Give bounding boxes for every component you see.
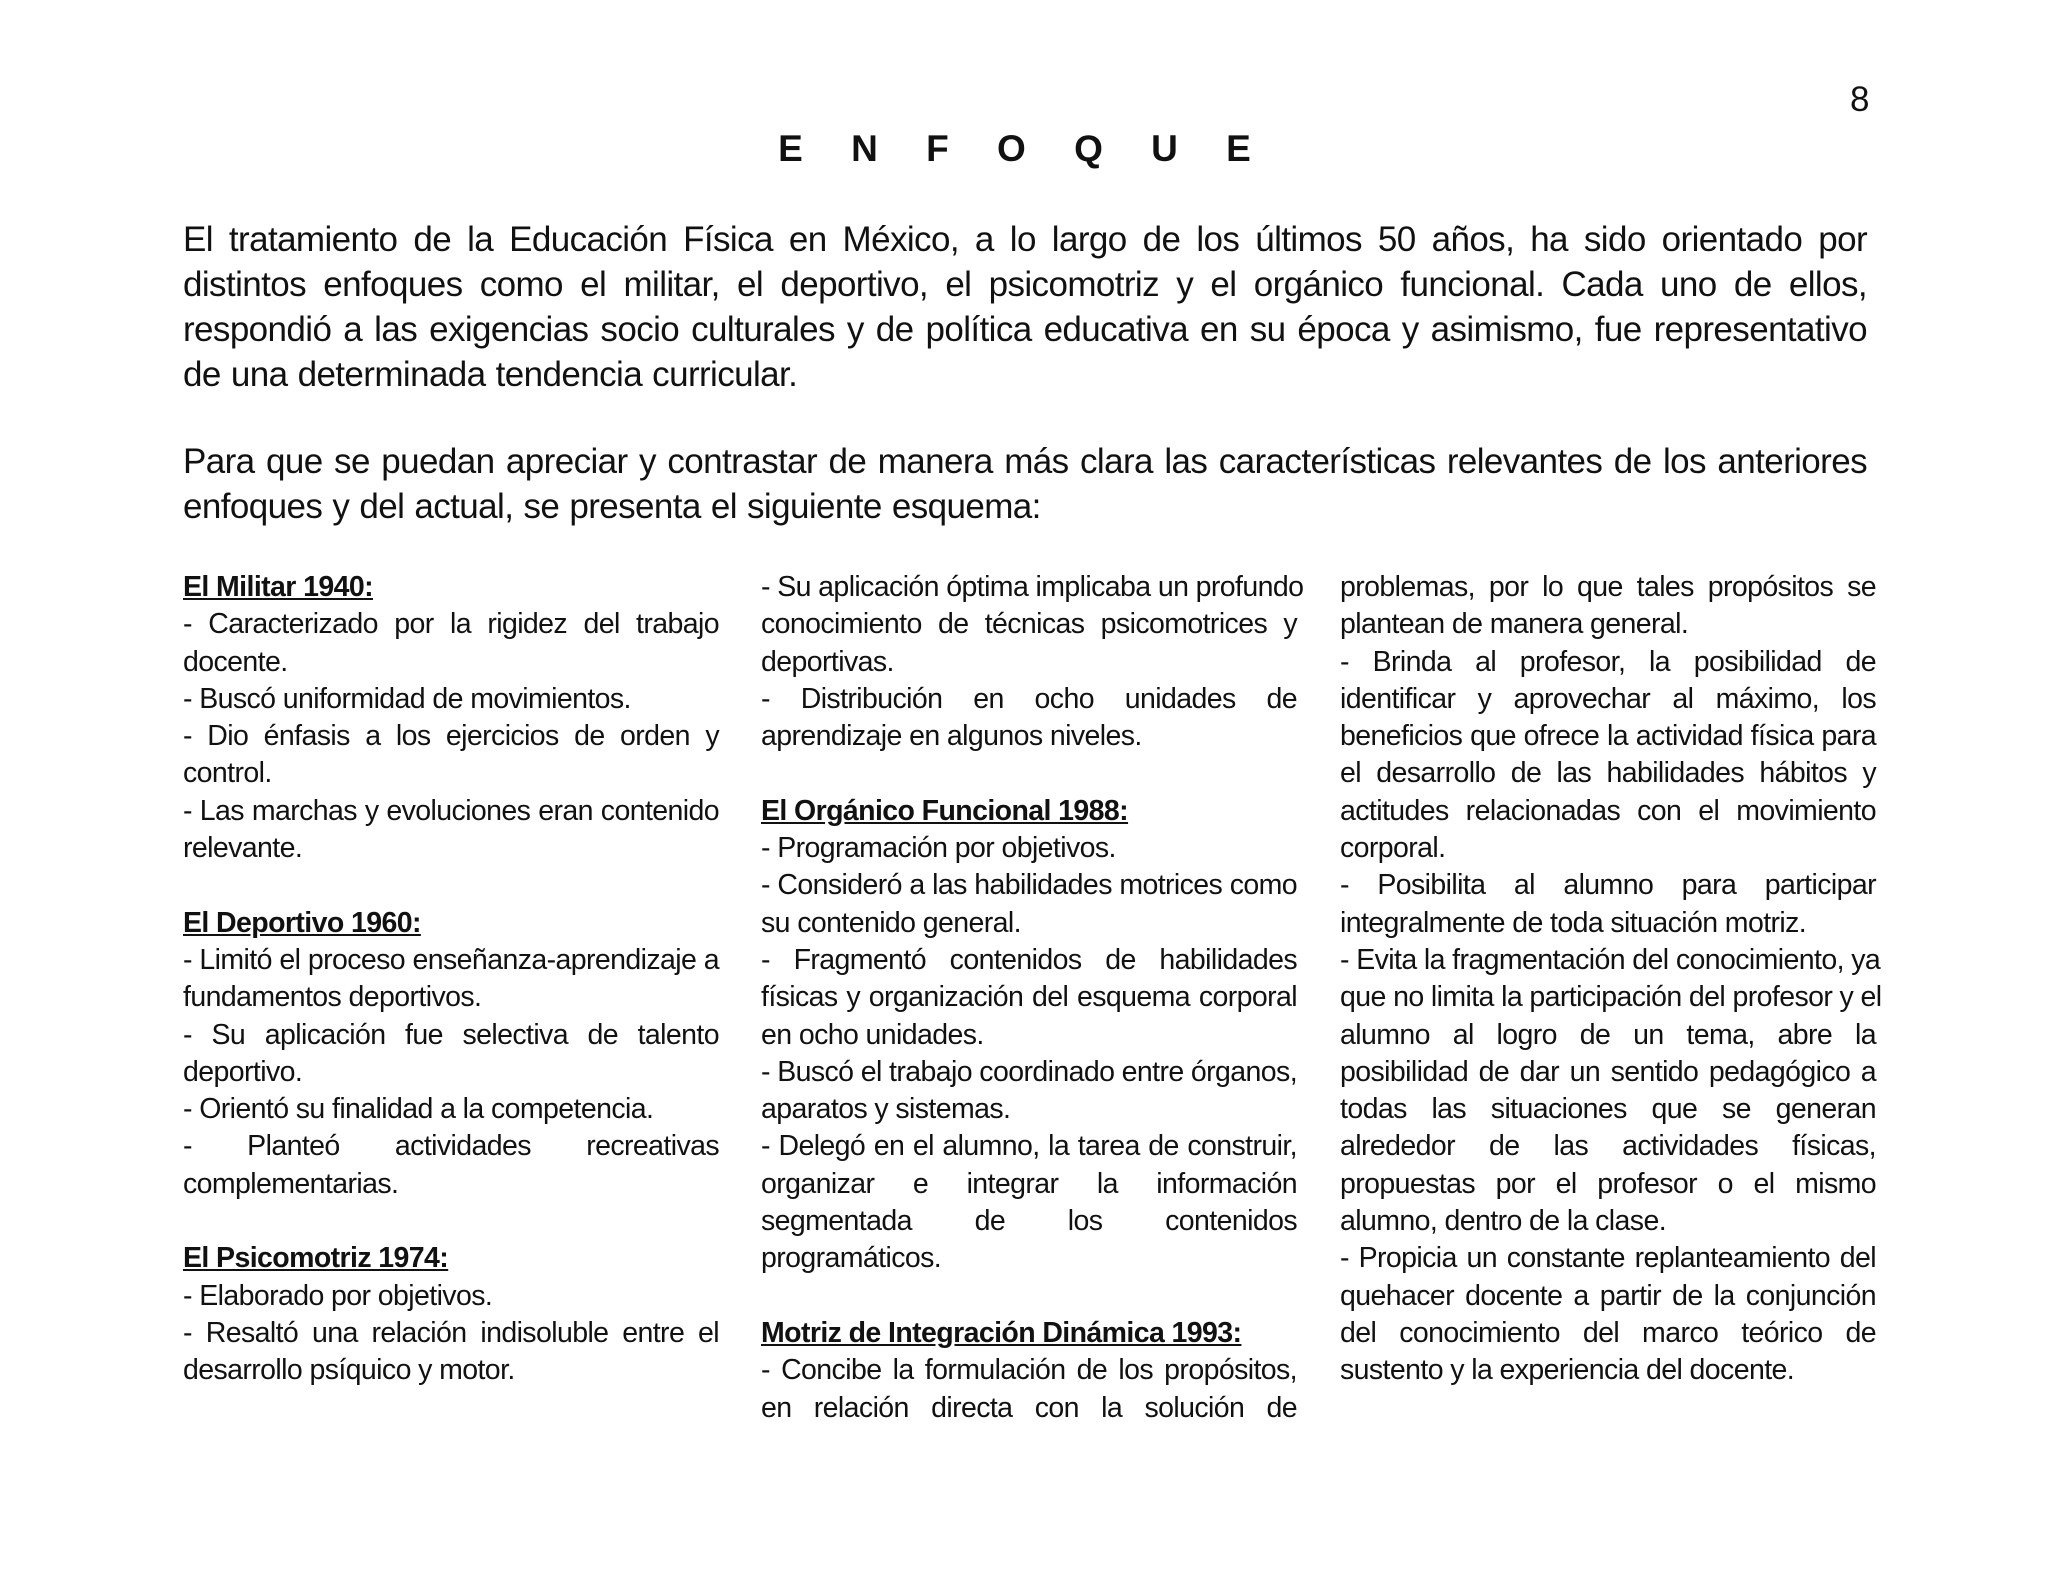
text-line: - Concibe la formulación de los propósitos, bbox=[761, 1354, 1297, 1387]
text-line: beneficios que ofrece la actividad física para bbox=[1340, 720, 1876, 753]
text-line: físicas y organización del esquema corporal bbox=[761, 981, 1297, 1014]
text-line: - Planteó actividades recreativas bbox=[183, 1130, 719, 1163]
section-heading: El Orgánico Funcional 1988: bbox=[761, 794, 1129, 827]
text-line: del conocimiento del marco teórico de bbox=[1340, 1316, 1876, 1349]
spacer bbox=[183, 1203, 719, 1240]
text-line: todas las situaciones que se generan bbox=[1340, 1093, 1876, 1126]
text-line: actitudes relacionadas con el movimiento bbox=[1340, 794, 1876, 827]
text-line: segmentada de los contenidos bbox=[761, 1205, 1297, 1238]
text-line: aparatos y sistemas. bbox=[761, 1093, 1011, 1126]
section-heading: El Psicomotriz 1974: bbox=[183, 1242, 449, 1275]
text-line: conocimiento de técnicas psicomotrices y bbox=[761, 608, 1297, 641]
text-line: alrededor de las actividades físicas, bbox=[1340, 1130, 1876, 1163]
text-line: programáticos. bbox=[761, 1242, 942, 1275]
text-line: - Buscó el trabajo coordinado entre órganos, bbox=[761, 1055, 1298, 1088]
section-heading: El Deportivo 1960: bbox=[183, 906, 421, 939]
spacer bbox=[761, 755, 1297, 792]
text-line: - Resaltó una relación indisoluble entre el bbox=[183, 1316, 719, 1349]
text-line: problemas, por lo que tales propósitos se bbox=[1340, 571, 1876, 603]
text-line: corporal. bbox=[1340, 832, 1446, 865]
text-line: plantean de manera general. bbox=[1340, 608, 1689, 641]
text-line: - Propicia un constante replanteamiento del bbox=[1340, 1242, 1876, 1275]
text-line: - Su aplicación óptima implicaba un profundo bbox=[761, 571, 1304, 603]
text-line: aprendizaje en algunos niveles. bbox=[761, 720, 1142, 753]
text-line: - Su aplicación fue selectiva de talento bbox=[183, 1018, 719, 1051]
text-line: en ocho unidades. bbox=[761, 1018, 984, 1051]
page-title: E N F O Q U E bbox=[778, 128, 1270, 169]
text-line: relevante. bbox=[183, 832, 303, 865]
text-line: - Programación por objetivos. bbox=[761, 832, 1116, 865]
text-line: identificar y aprovechar al máximo, los bbox=[1340, 682, 1876, 715]
text-line: - Distribución en ocho unidades de bbox=[761, 682, 1297, 715]
text-line: docente. bbox=[183, 645, 288, 678]
text-line: alumno al logro de un tema, abre la bbox=[1340, 1018, 1876, 1051]
text-line: - Caracterizado por la rigidez del trabajo bbox=[183, 608, 719, 641]
page-number: 8 bbox=[1850, 80, 1870, 119]
text-line: posibilidad de dar un sentido pedagógico a bbox=[1340, 1055, 1876, 1088]
text-line: deportivas. bbox=[761, 645, 894, 678]
text-line: - Elaborado por objetivos. bbox=[183, 1279, 493, 1312]
text-line: - Las marchas y evoluciones eran contenido bbox=[183, 794, 719, 827]
section-heading: El Militar 1940: bbox=[183, 571, 373, 603]
text-line: el desarrollo de las habilidades hábitos y bbox=[1340, 757, 1876, 790]
text-line: - Limitó el proceso enseñanza-aprendizaje a bbox=[183, 943, 719, 976]
column-3 bbox=[1340, 569, 1882, 1390]
intro-paragraph: El tratamiento de la Educación Física en México, a lo largo de los últimos 50 años, ha sido orientado por distintos enfoques como el militar, el deportivo, el psicomotriz y el orgánico funcional. Cada uno de ellos, respondió a las exigencias socio culturales y de política educativa en su época y asimismo, fue representativo de una determinada tendencia curricular. bbox=[183, 220, 1867, 394]
text-line: - Dio énfasis a los ejercicios de orden y bbox=[183, 720, 719, 753]
spacer bbox=[761, 1278, 1297, 1315]
scheme-intro-paragraph: Para que se puedan apreciar y contrastar de manera más clara las características relevantes de los anteriores enfoques y del actual, se presenta el siguiente esquema: bbox=[183, 442, 1867, 526]
text-line: - Evita la fragmentación del conocimiento, ya bbox=[1340, 943, 1881, 976]
text-line: fundamentos deportivos. bbox=[183, 981, 482, 1014]
text-line: - Buscó uniformidad de movimientos. bbox=[183, 682, 631, 715]
text-line: deportivo. bbox=[183, 1055, 303, 1088]
text-line: - Fragmentó contenidos de habilidades bbox=[761, 943, 1297, 976]
spacer bbox=[183, 867, 719, 904]
text-line: - Delegó en el alumno, la tarea de construir, bbox=[761, 1130, 1297, 1163]
text-line: organizar e integrar la información bbox=[761, 1167, 1297, 1200]
text-line: complementarias. bbox=[183, 1167, 399, 1200]
text-line: - Consideró a las habilidades motrices como bbox=[761, 869, 1297, 902]
text-line: - Posibilita al alumno para participar bbox=[1340, 869, 1876, 902]
text-line: alumno, dentro de la clase. bbox=[1340, 1205, 1667, 1238]
column-2 bbox=[761, 569, 1304, 1427]
text-line: control. bbox=[183, 757, 272, 790]
text-line: integralmente de toda situación motriz. bbox=[1340, 906, 1807, 939]
section-heading: Motriz de Integración Dinámica 1993: bbox=[761, 1316, 1242, 1349]
text-line: quehacer docente a partir de la conjunción bbox=[1340, 1279, 1876, 1312]
text-line: desarrollo psíquico y motor. bbox=[183, 1354, 515, 1387]
text-line: que no limita la participación del profesor y el bbox=[1340, 981, 1882, 1014]
text-line: sustento y la experiencia del docente. bbox=[1340, 1354, 1795, 1387]
column-1 bbox=[183, 569, 719, 1390]
text-line: - Orientó su finalidad a la competencia. bbox=[183, 1093, 654, 1126]
text-line: su contenido general. bbox=[761, 906, 1021, 939]
text-line: - Brinda al profesor, la posibilidad de bbox=[1340, 645, 1876, 678]
text-line: en relación directa con la solución de bbox=[761, 1391, 1297, 1424]
text-line: propuestas por el profesor o el mismo bbox=[1340, 1167, 1876, 1200]
